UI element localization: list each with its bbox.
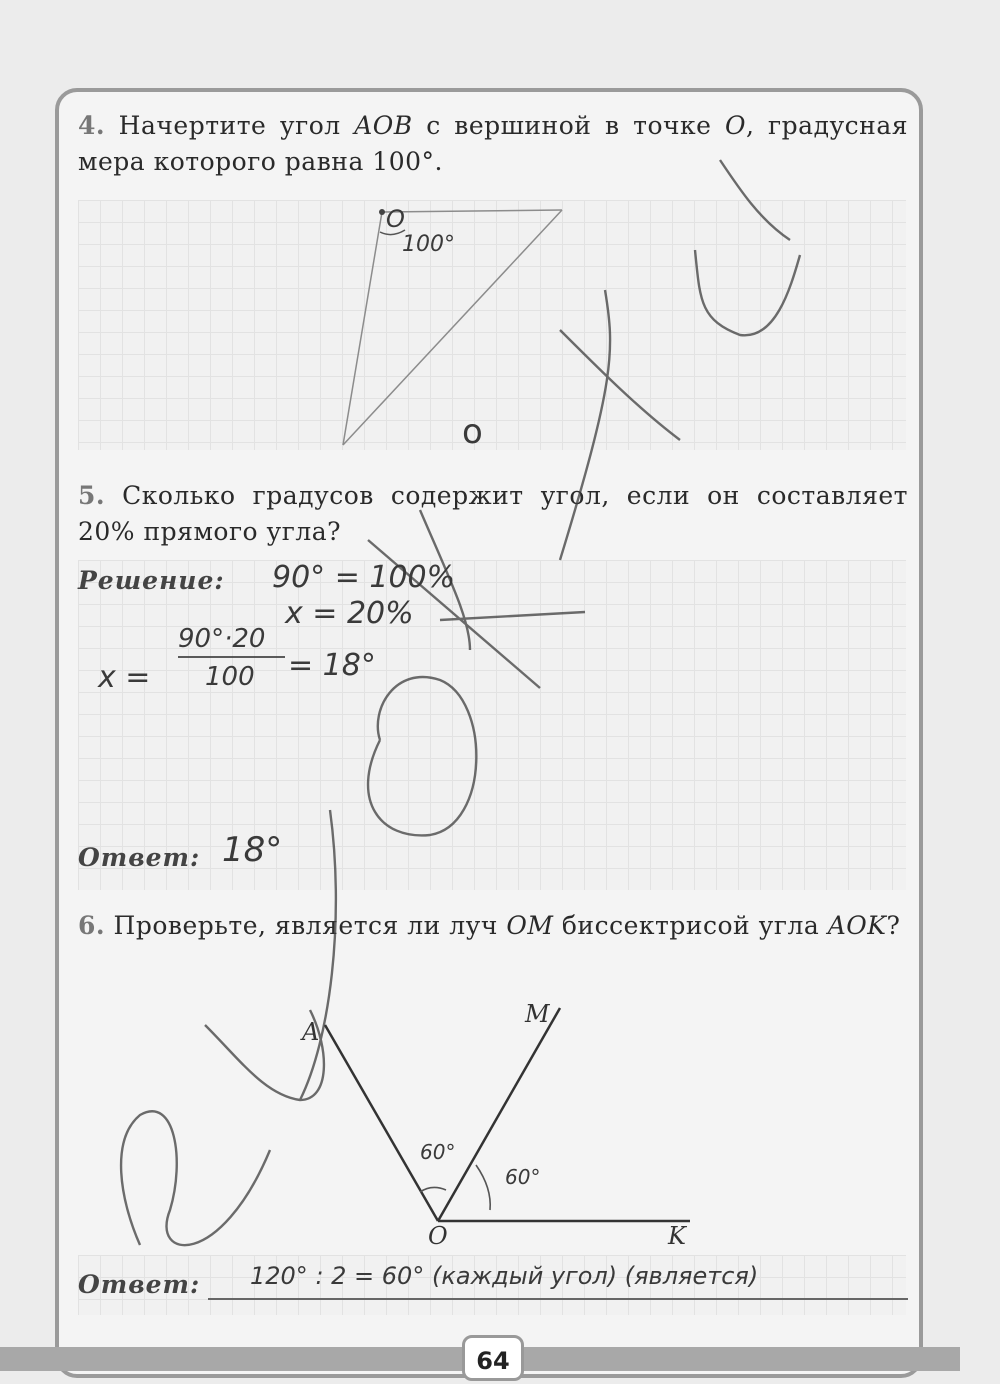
page-number: 64 bbox=[462, 1335, 524, 1381]
angle-name: AOB bbox=[354, 111, 413, 140]
task-5-text: 5. Сколько градусов содержит угол, если он составляет 20% прямого угла? bbox=[78, 481, 908, 546]
angle-aok-figure bbox=[325, 1008, 690, 1221]
fraction-denominator: 100 bbox=[205, 662, 255, 692]
point-label-a: A bbox=[302, 1018, 320, 1046]
fraction-numerator: 90°·20 bbox=[178, 624, 266, 654]
angle-aok-name: AOK bbox=[827, 911, 887, 940]
solution-result: = 18° bbox=[288, 648, 376, 683]
answer-task5: 18° bbox=[222, 830, 283, 870]
task-5-number: 5. bbox=[78, 481, 106, 510]
point-label-m: M bbox=[525, 1000, 550, 1028]
point-label-k: K bbox=[668, 1222, 686, 1250]
angle-mok-label: 60° bbox=[505, 1165, 541, 1189]
ray-name: OM bbox=[506, 911, 554, 940]
watermark-letter: o bbox=[462, 412, 483, 452]
answer-label-task6: Ответ: bbox=[78, 1270, 201, 1299]
answer-task6: 120° : 2 = 60° (каждый угол) (является) bbox=[250, 1262, 759, 1290]
angle-label-100: 100° bbox=[402, 232, 455, 257]
vertex-name: O bbox=[725, 111, 747, 140]
task-6-text: 6. Проверьте, является ли луч OM биссектрисой угла AOK? bbox=[78, 911, 901, 940]
watermark-scribble bbox=[121, 160, 800, 1245]
task-4-text: 4. Начертите угол AOB с вершиной в точке O, градусная мера которого равна 100°. bbox=[78, 111, 909, 176]
vertex-label-o: O bbox=[386, 205, 405, 233]
solution-line-2: x = 20% bbox=[285, 596, 414, 631]
solution-label: Решение: bbox=[78, 566, 225, 595]
answer-label-task5: Ответ: bbox=[78, 843, 201, 872]
task-4-number: 4. bbox=[78, 111, 106, 140]
solution-line-1: 90° = 100% bbox=[272, 560, 456, 595]
solution-x-label: x = bbox=[98, 660, 151, 695]
angle-aom-label: 60° bbox=[420, 1140, 456, 1164]
vertex-dot bbox=[379, 209, 385, 215]
task-6-number: 6. bbox=[78, 911, 106, 940]
point-label-o: O bbox=[428, 1222, 448, 1250]
